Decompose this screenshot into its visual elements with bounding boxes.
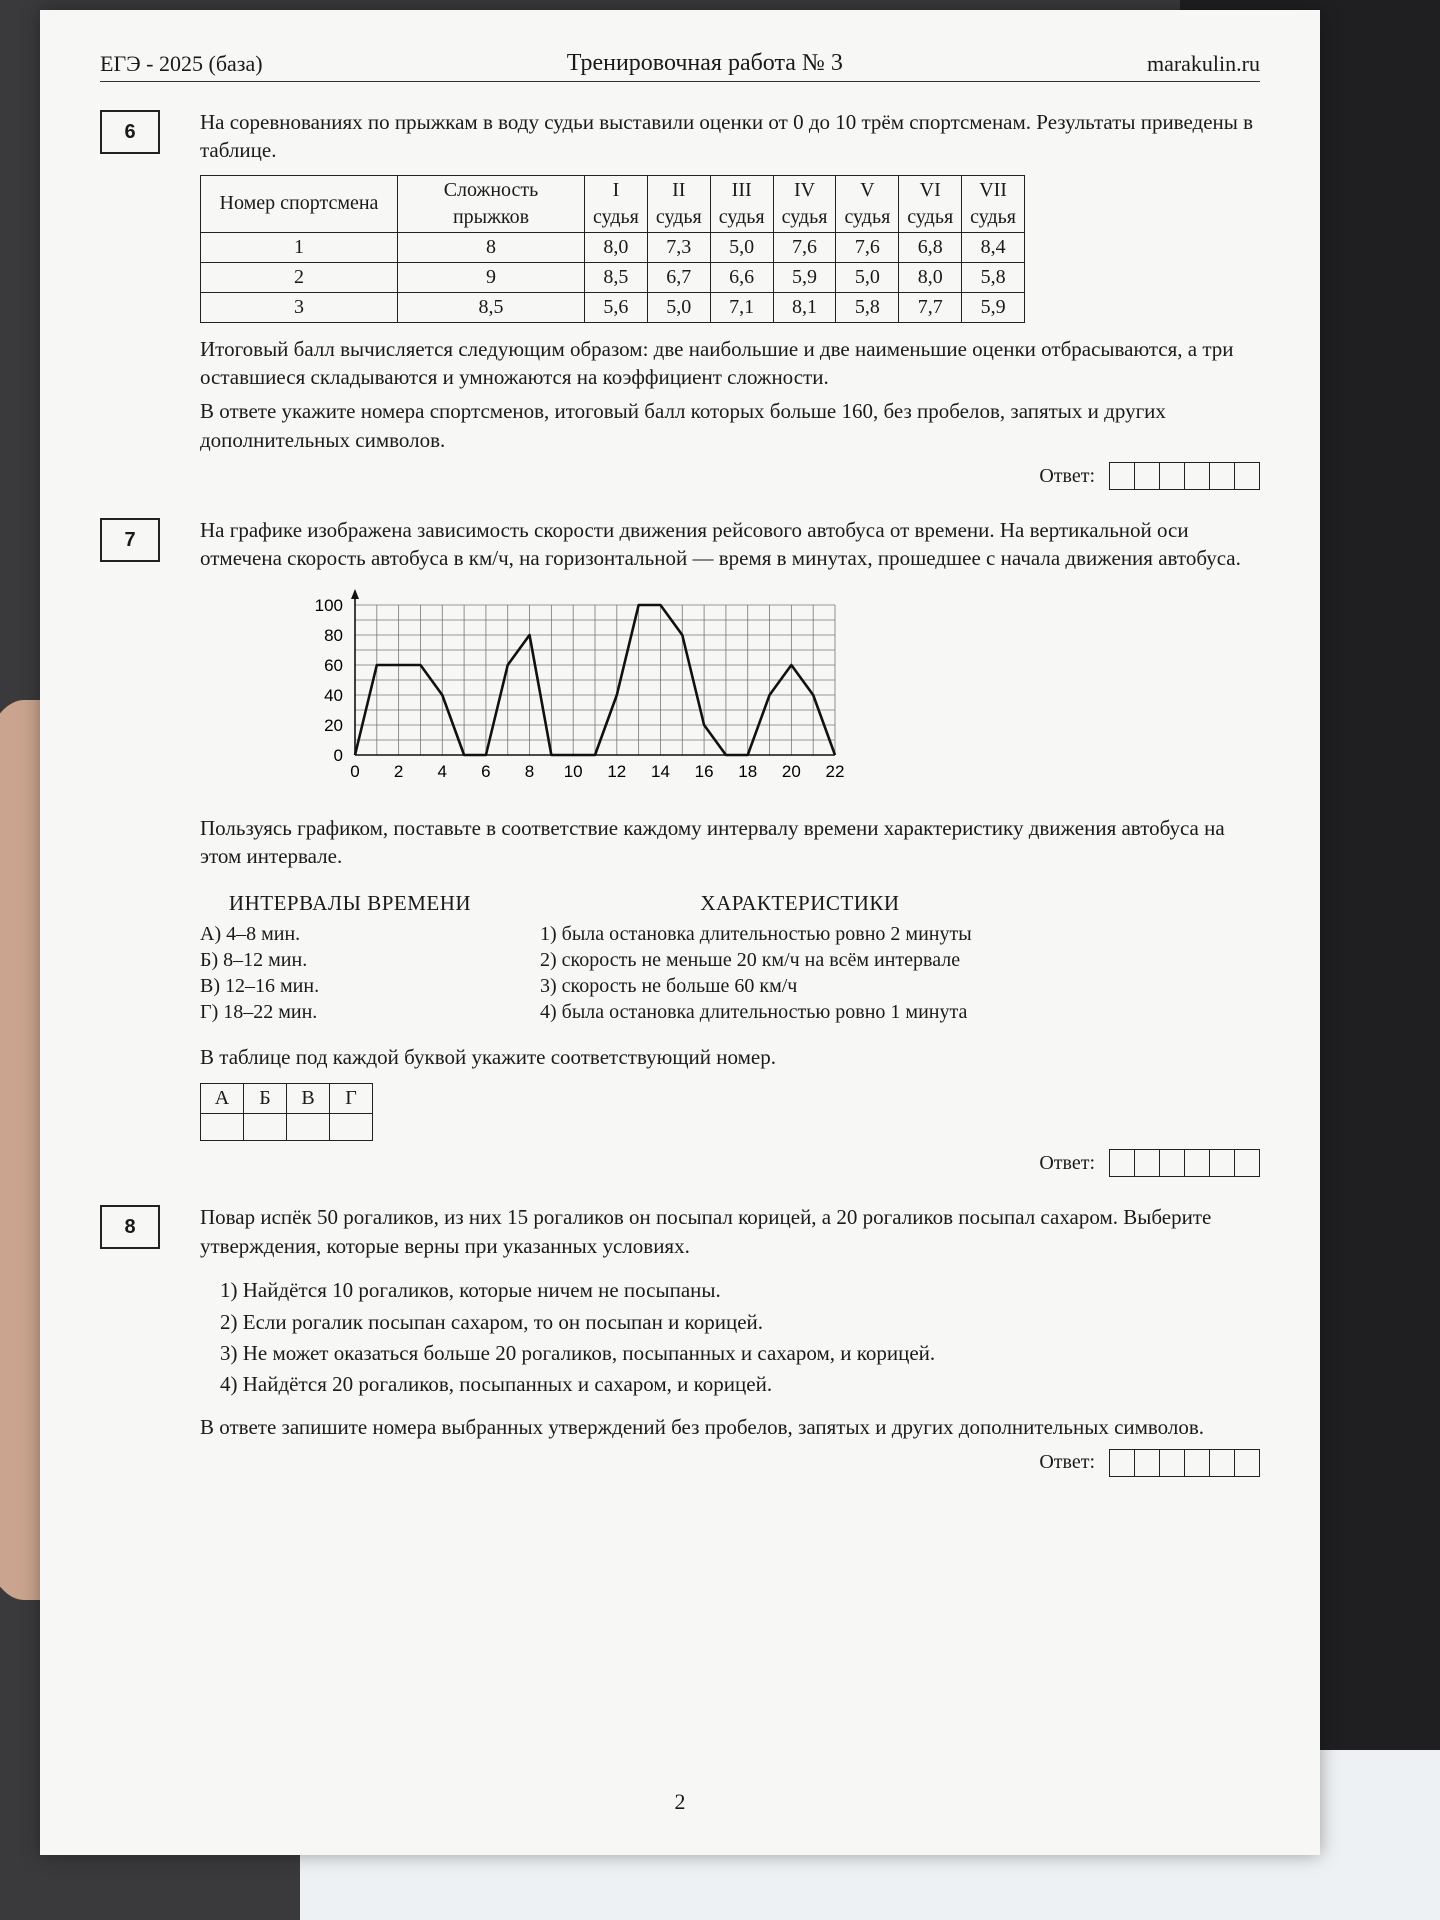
letter-cell: А	[201, 1084, 244, 1114]
x-tick-label: 4	[437, 761, 448, 781]
difficulty-cell: 9	[398, 262, 585, 292]
y-axis-arrow	[351, 589, 359, 599]
characteristics-title: ХАРАКТЕРИСТИКИ	[700, 890, 900, 915]
score-cell: 7,1	[710, 292, 773, 322]
y-tick-label: 60	[324, 655, 343, 675]
score-cell: 6,6	[710, 262, 773, 292]
athlete-number: 1	[201, 232, 398, 262]
answer-field[interactable]	[1109, 1149, 1260, 1177]
x-tick-label: 20	[781, 761, 801, 781]
interval-item: Б) 8–12 мин.	[200, 949, 308, 972]
score-cell: 7,3	[647, 232, 710, 262]
score-cell: 7,6	[836, 232, 899, 262]
task-6	[100, 108, 1260, 490]
x-tick-label: 22	[825, 761, 845, 781]
y-tick-label: 100	[314, 595, 343, 615]
speed-chart	[300, 587, 1260, 804]
table-row	[201, 232, 1025, 262]
header-right: marakulin.ru	[1146, 51, 1260, 76]
characteristic-item: 1) была остановка длительностью ровно 2 минуты	[540, 923, 972, 946]
task-number: 8	[100, 1205, 160, 1249]
statement-item: 2) Если рогалик посыпан сахаром, то он посыпан и корицей.	[220, 1309, 764, 1334]
characteristics-column	[540, 889, 1060, 1025]
answer-cell[interactable]	[287, 1114, 330, 1141]
column-header-difficulty: Сложность прыжков	[398, 175, 585, 232]
characteristic-item: 4) была остановка длительностью ровно 1 минута	[540, 1001, 968, 1024]
speed-chart-svg	[300, 587, 860, 797]
task-number: 7	[100, 518, 160, 562]
score-cell: 8,1	[773, 292, 836, 322]
table-instruction: В таблице под каждой буквой укажите соответствующий номер.	[200, 1045, 776, 1070]
x-tick-label: 10	[563, 761, 583, 781]
y-tick-label: 0	[333, 745, 343, 765]
column-header-athlete: Номер спортсмена	[201, 175, 398, 232]
score-cell: 7,6	[773, 232, 836, 262]
answer-cell[interactable]	[244, 1114, 287, 1141]
score-cell: 5,8	[962, 262, 1025, 292]
interval-item: В) 12–16 мин.	[200, 975, 320, 998]
answer-cell[interactable]	[330, 1114, 373, 1141]
interval-item: А) 4–8 мин.	[200, 923, 301, 946]
score-cell: 5,9	[962, 292, 1025, 322]
score-cell: 5,0	[710, 232, 773, 262]
letter-cell: В	[287, 1084, 330, 1114]
column-header-judge: V судья	[836, 175, 899, 232]
x-tick-label: 12	[607, 761, 627, 781]
score-cell: 8,5	[585, 262, 648, 292]
characteristic-item: 3) скорость не больше 60 км/ч	[540, 975, 798, 998]
column-header-judge: I судья	[585, 175, 648, 232]
column-header-judge: VI судья	[899, 175, 962, 232]
score-cell: 5,0	[647, 292, 710, 322]
athlete-number: 2	[201, 262, 398, 292]
score-cell: 6,8	[899, 232, 962, 262]
answer-row	[200, 1149, 1260, 1177]
table-row	[201, 262, 1025, 292]
y-tick-label: 20	[324, 715, 343, 735]
table-row	[201, 292, 1025, 322]
answer-cell[interactable]	[201, 1114, 244, 1141]
interval-item: Г) 18–22 мин.	[200, 1001, 318, 1024]
x-tick-label: 2	[393, 761, 404, 781]
task-intro: На графике изображена зависимость скорости движения рейсового автобуса от времени. На вертикальной оси отмечена скорость автобуса в км/ч, на горизонтальной — время в минутах, прошедшее с начала движения автобуса.	[200, 518, 1241, 571]
x-tick-label: 0	[350, 761, 360, 781]
x-tick-label: 14	[650, 761, 670, 781]
statements-list	[200, 1276, 1260, 1398]
x-tick-label: 16	[694, 761, 714, 781]
athlete-number: 3	[201, 292, 398, 322]
score-cell: 8,0	[899, 262, 962, 292]
answer-label: Ответ:	[1039, 1151, 1095, 1174]
answer-row	[200, 1449, 1260, 1477]
task-instruction: В ответе запишите номера выбранных утверждений без пробелов, запятых и других дополнительных символов.	[200, 1414, 1205, 1439]
column-header-judge: IV судья	[773, 175, 836, 232]
letters-table	[200, 1083, 373, 1141]
score-cell: 5,8	[836, 292, 899, 322]
answer-label: Ответ:	[1039, 1451, 1095, 1474]
x-tick-label: 6	[481, 761, 491, 781]
matching-columns	[200, 889, 1260, 1025]
task-number: 6	[100, 110, 160, 154]
header-center: Тренировочная работа № 3	[566, 50, 843, 76]
task-question: Пользуясь графиком, поставьте в соответствие каждому интервалу времени характеристику движения автобуса на этом интервале.	[200, 816, 1225, 869]
statement-item: 4) Найдётся 20 рогаликов, посыпанных и сахаром, и корицей.	[220, 1372, 773, 1397]
score-cell: 5,9	[773, 262, 836, 292]
x-tick-label: 8	[524, 761, 535, 781]
answer-field[interactable]	[1109, 462, 1260, 490]
score-cell: 5,0	[836, 262, 899, 292]
exam-page	[40, 10, 1320, 1855]
scores-table	[200, 175, 1025, 323]
task-instruction: В ответе укажите номера спортсменов, итоговый балл которых больше 160, без пробелов, запятых и других дополнительных символов.	[200, 399, 1166, 452]
score-cell: 7,7	[899, 292, 962, 322]
score-cell: 5,6	[585, 292, 648, 322]
score-cell: 8,4	[962, 232, 1025, 262]
intervals-title: ИНТЕРВАЛЫ ВРЕМЕНИ	[228, 890, 472, 915]
column-header-judge: III судья	[710, 175, 773, 232]
answer-label: Ответ:	[1039, 464, 1095, 487]
header-left: ЕГЭ - 2025 (база)	[100, 51, 263, 76]
task-8	[100, 1203, 1260, 1476]
task-intro: На соревнованиях по прыжкам в воду судьи выставили оценки от 0 до 10 трём спортсменам. Результаты приведены в таблице.	[200, 110, 1254, 163]
letter-cell: Г	[330, 1084, 373, 1114]
y-tick-label: 40	[324, 685, 343, 705]
statement-item: 1) Найдётся 10 рогаликов, которые ничем не посыпаны.	[220, 1278, 721, 1303]
characteristic-item: 2) скорость не меньше 20 км/ч на всём интервале	[540, 949, 961, 972]
page-header	[100, 50, 1260, 82]
column-header-judge: VII судья	[962, 175, 1025, 232]
answer-field[interactable]	[1109, 1449, 1260, 1477]
x-tick-label: 18	[738, 761, 758, 781]
score-cell: 6,7	[647, 262, 710, 292]
task-intro: Повар испёк 50 рогаликов, из них 15 рогаликов он посыпал корицей, а 20 рогаликов посыпал сахаром. Выберите утверждения, которые верны при указанных условиях.	[200, 1205, 1212, 1258]
scoring-rule: Итоговый балл вычисляется следующим образом: две наибольшие и две наименьшие оценки отбрасываются, а три оставшиеся складываются и умножаются на коэффициент сложности.	[200, 336, 1234, 390]
answer-row	[200, 462, 1260, 490]
intervals-column	[200, 889, 500, 1025]
y-tick-label: 80	[324, 625, 343, 645]
letter-cell: Б	[244, 1084, 287, 1114]
score-cell: 8,0	[585, 232, 648, 262]
task-7	[100, 516, 1260, 1177]
column-header-judge: II судья	[647, 175, 710, 232]
page-number: 2	[674, 1789, 686, 1814]
statement-item: 3) Не может оказаться больше 20 рогаликов, посыпанных и сахаром, и корицей.	[220, 1340, 936, 1365]
difficulty-cell: 8	[398, 232, 585, 262]
difficulty-cell: 8,5	[398, 292, 585, 322]
